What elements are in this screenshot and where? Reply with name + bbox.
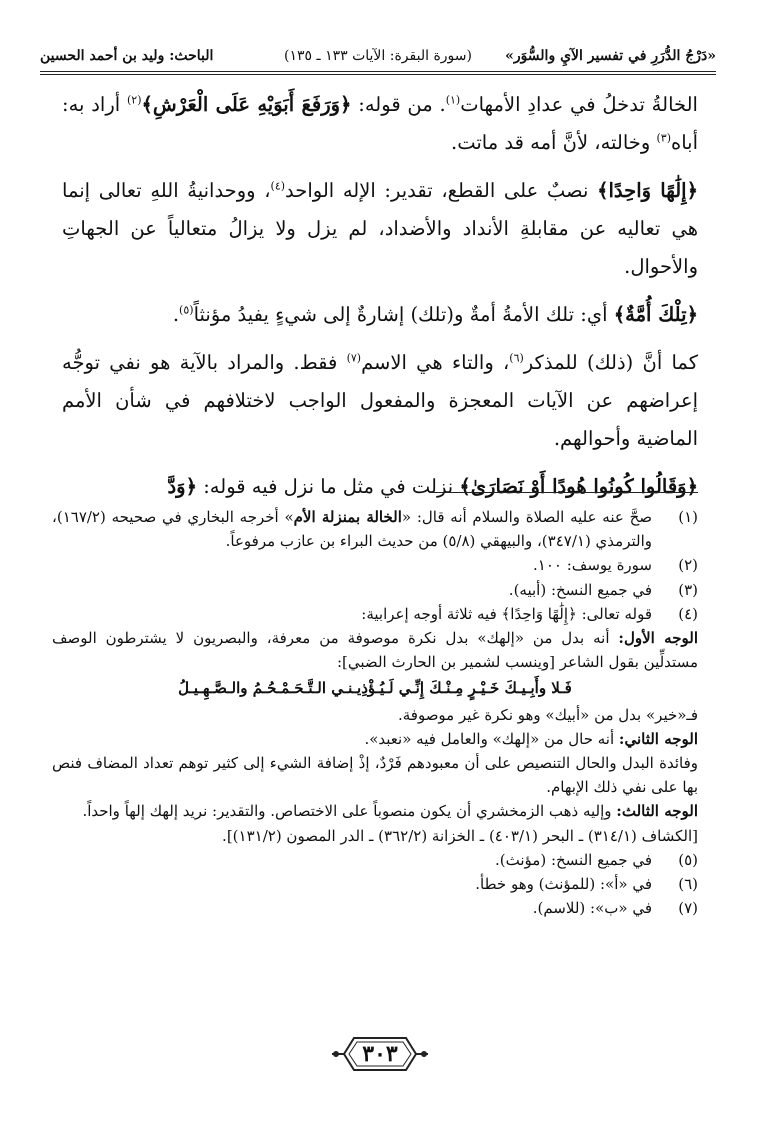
book-title: «دَرْجُ الدُّرَرِ في تفسير الآيِ والسُّوَر» bbox=[505, 48, 716, 64]
page-number-ornament bbox=[330, 1030, 430, 1078]
footnote-ref-2[interactable]: (٢) bbox=[126, 93, 142, 107]
running-header bbox=[40, 44, 716, 70]
footnote-number: (٤) bbox=[678, 604, 698, 623]
footnote-4: (٤) قوله تعالى: ﴿إِلَٰهًا وَاحِدًا﴾ فيه ثلاثة أوجه إعرابية: bbox=[52, 602, 698, 626]
footnote-number: (٣) bbox=[678, 580, 698, 599]
references: [الكشاف (٣١٤/١) ـ البحر (٤٠٣/١) ـ الخزانة (٣٦٢/٢) ـ الدر المصون (١٣١/٢)]. bbox=[222, 826, 698, 845]
footnote-7: (٧) في «ب»: (للاسم). bbox=[52, 896, 698, 920]
author-name: الباحث: وليد بن أحمد الحسين bbox=[40, 48, 214, 64]
quran-quote: ﴿وَدَّ bbox=[167, 475, 198, 498]
footnote-number: (٢) bbox=[678, 556, 698, 575]
paragraph-5: ﴿وَقَالُوا كُونُوا هُودًا أَوْ نَصَارَىٰ﴾ نزلت في مثل ما نزل فيه قوله: ﴿وَدَّ bbox=[167, 475, 698, 498]
page-number: ٣٠٣ bbox=[362, 1041, 398, 1067]
footnote-6: (٦) في «أ»: (للمؤنث) وهو خطأ. bbox=[52, 872, 698, 896]
footnote-4-body: الوجه الأول: أنه بدل من «إلهك» بدل نكرة موصوفة من معرفة، والبصريون لا يشترطون الوصف مستدلِّين بقول الشاعر [وينسب لشمير بن الحارث الضبي]: فَـلا وأَبِـيـكَ خَـيْـرٍ مِـنْـكَ إِنِّـي لَـيُـؤْذِيـنـي الـتَّـحَـمْـحُـمُ والـصَّـهِـيـلُ فـ«خير» بدل من «أبيك» وهو نكرة غير موصوفة. الوجه الثاني: أنه حال من «إلهك» والعامل فيه «نعبد». وفائدة البدل والحال التنصيص على أن معبودهم فَرْدٌ، إذْ إضافة الشيء إلى كثير توهم تعداد المضاف فنص بها على نفي ذلك الإبهام. الوجه الثالث: وإليه ذهب الزمخشري أن يكون منصوباً على الاختصاص. والتقدير: نريد إلهك إلهاً واحداً. [الكشاف (٣١٤/١) ـ البحر (٤٠٣/١) ـ الخزانة (٣٦٢/٢) ـ الدر المصون (١٣١/٢)]. bbox=[52, 626, 698, 848]
paragraph-4: كما أنَّ (ذلك) للمذكر$^{(٦)}$، والتاء هي الاسم$^{(٧)}$ فقط. والمراد بالآية هو نفي توجُّه إعراضهم عن الآيات المعجزة والمفعول الواجب لاختلافهم في شأن الأمم الماضية وأحوالهم. bbox=[62, 351, 698, 450]
footnote-ref-5[interactable]: (٥) bbox=[179, 303, 194, 317]
quran-quote: ﴿وَقَالُوا كُونُوا هُودًا أَوْ نَصَارَىٰ﴾ bbox=[459, 475, 698, 498]
surah-verse-range: (سورة البقرة: الآيات ١٣٣ ـ ١٣٥) bbox=[284, 48, 472, 64]
poetry-verse: فَـلا وأَبِـيـكَ خَـيْـرٍ مِـنْـكَ إِنِّـي لَـيُـؤْذِيـنـي الـتَّـحَـمْـحُـمُ والـصَّـهِـيـلُ bbox=[178, 679, 572, 698]
footnote-2: (٢) سورة يوسف: ١٠٠. bbox=[52, 553, 698, 577]
footnote-ref-6[interactable]: (٦) bbox=[509, 351, 524, 365]
paragraph-2: ﴿إِلَٰهًا وَاحِدًا﴾ نصبٌ على القطع، تقدير: الإله الواحد$^{(٤)}$، ووحدانيةُ اللهِ تعالى إنما هي تعاليه عن مقابلةِ الأنداد والأضداد، لم يزل ولا يزالُ متعالياً عن الجهاتِ والأحوال. bbox=[62, 179, 698, 278]
footnote-number: (١) bbox=[678, 508, 698, 526]
footnote-1: (١) صحَّ عنه عليه الصلاة والسلام أنه قال: «الخالة بمنزلة الأم» أخرجه البخاري في صحيحه (١٦٧/٢)، والترمذي (٣٤٧/١)، والبيهقي (٥/٨) من حديث البراء بن عازب مرفوعاً. bbox=[52, 505, 698, 553]
quran-quote: ﴿إِلَٰهًا وَاحِدًا﴾ bbox=[597, 179, 698, 202]
footnote-ref-7[interactable]: (٧) bbox=[346, 351, 362, 365]
footnote-ref-1[interactable]: (١) bbox=[445, 93, 461, 107]
footnote-number: (٥) bbox=[678, 850, 698, 869]
quran-quote: ﴿تِلْكَ أُمَّةٌ﴾ bbox=[613, 303, 698, 326]
footnote-number: (٧) bbox=[678, 899, 698, 918]
header-rule-thin bbox=[40, 74, 716, 75]
footnote-ref-3[interactable]: (٣) bbox=[656, 131, 671, 145]
paragraph-1: الخالةُ تدخلُ في عدادِ الأمهات$^{(١)}$. من قوله: ﴿وَرَفَعَ أَبَوَيْهِ عَلَى الْعَرْشِ﴾$^{(٢)}$ أراد به: أباه$^{(٣)}$ وخالته، لأنَّ أمه قد ماتت. bbox=[62, 93, 698, 154]
footnote-3: (٣) في جميع النسخ: (أبيه). bbox=[52, 578, 698, 602]
footnote-ref-4[interactable]: (٤) bbox=[270, 179, 286, 193]
quran-quote: ﴿وَرَفَعَ أَبَوَيْهِ عَلَى الْعَرْشِ﴾ bbox=[141, 93, 352, 116]
footnote-5: (٥) في جميع النسخ: (مؤنث). bbox=[52, 848, 698, 872]
footnotes bbox=[52, 505, 698, 920]
paragraph-3: ﴿تِلْكَ أُمَّةٌ﴾ أي: تلك الأمةُ أمةٌ و(تلك) إشارةٌ إلى شيءٍ يفيدُ مؤنثاً$^{(٥)}$. bbox=[172, 303, 698, 326]
footnote-separator bbox=[430, 492, 698, 493]
header-rule bbox=[40, 71, 716, 72]
main-text bbox=[62, 86, 698, 516]
footnote-number: (٦) bbox=[678, 875, 698, 894]
